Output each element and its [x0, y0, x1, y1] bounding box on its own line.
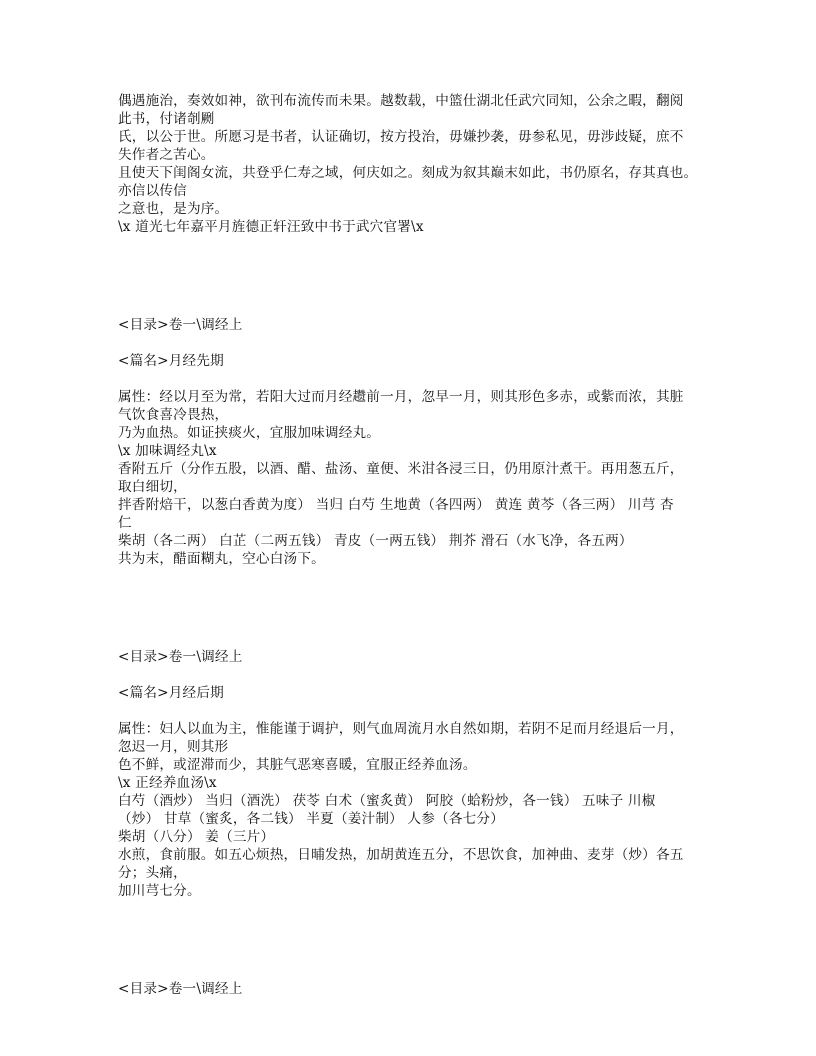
text-line: 此书，付诸剞劂	[118, 111, 215, 127]
text-line: 且使天下闺阁女流，共登乎仁寿之域，何庆如之。刻成为叙其巅末如此，书仍原名，存其真也。	[118, 165, 698, 181]
text-line: 共为末，醋面糊丸，空心白汤下。	[118, 551, 325, 567]
catalog-heading: <目录>卷一\调经上	[118, 317, 243, 333]
spacer	[118, 900, 718, 980]
text-line: 失作者之苦心。	[118, 147, 215, 163]
text-line: 加川芎七分。	[118, 883, 201, 899]
preface-block	[118, 92, 718, 236]
text-line: 水煎，食前服。如五心烦热，日晡发热，加胡黄连五分，不思饮食，加神曲、麦芽（炒）各五	[118, 847, 684, 863]
text-line: 白芍（酒炒） 当归（酒洗） 茯苓 白术（蜜炙黄） 阿胶（蛤粉炒，各一钱） 五味子 川椒	[118, 793, 656, 809]
text-line: 之意也，是为序。	[118, 201, 229, 217]
text-line: 色不鲜，或涩滞而少，其脏气恶寒喜暖，宜服正经养血汤。	[118, 757, 477, 773]
section-yuejing-xianqi	[118, 316, 718, 568]
text-line: 分；头痛，	[118, 865, 187, 881]
text-line: 属性：妇人以血为主，惟能谨于调护，则气血周流月水自然如期，若阴不足而月经退后一月，	[118, 721, 684, 737]
chapter-title: <篇名>月经先期	[118, 353, 224, 369]
formula-name: \x 加味调经丸\x	[118, 443, 217, 459]
section-yuejing-houqi	[118, 648, 718, 900]
catalog-heading: <目录>卷一\调经上	[118, 981, 243, 997]
catalog-heading: <目录>卷一\调经上	[118, 649, 243, 665]
text-line: （炒） 甘草（蜜炙，各二钱） 半夏（姜汁制） 人参（各七分）	[118, 811, 504, 827]
formula-name: \x 正经养血汤\x	[118, 775, 217, 791]
text-line: 香附五斤（分作五股，以酒、醋、盐汤、童便、米泔各浸三日，仍用原汁煮干。再用葱五斤，	[118, 461, 684, 477]
text-line: 忽迟一月，则其形	[118, 739, 229, 755]
document-page	[118, 92, 718, 998]
text-line: 乃为血热。如证挟痰火，宜服加味调经丸。	[118, 425, 381, 441]
text-line: 气饮食喜冷畏热，	[118, 407, 229, 423]
spacer	[118, 568, 718, 648]
section-next	[118, 980, 718, 998]
spacer	[118, 236, 718, 316]
text-line: 拌香附焙干，以葱白香黄为度） 当归 白芍 生地黄（各四两） 黄连 黄芩（各三两） 川芎 杏	[118, 497, 674, 513]
text-line: 氏，以公于世。所愿习是书者，认证确切，按方投治，毋嫌抄袭，毋参私见，毋涉歧疑，庶不	[118, 129, 684, 145]
text-line: 属性：经以月至为常，若阳大过而月经趱前一月，忽早一月，则其形色多赤，或紫而浓，其脏	[118, 389, 684, 405]
text-line: 取白细切，	[118, 479, 187, 495]
text-line: 柴胡（各二两） 白芷（二两五钱） 青皮（一两五钱） 荆芥 滑石（水飞净，各五两）	[118, 533, 633, 549]
text-line: 柴胡（八分） 姜（三片）	[118, 829, 275, 845]
text-line: \x 道光七年嘉平月旌德正轩汪致中书于武穴官署\x	[118, 219, 424, 235]
text-line: 亦信以传信	[118, 183, 187, 199]
text-line: 仁	[118, 515, 132, 531]
text-line: 偶遇施治，奏效如神，欲刊布流传而未果。越数载，中篮仕湖北任武穴同知，公余之暇，翻阅	[118, 93, 684, 109]
chapter-title: <篇名>月经后期	[118, 685, 224, 701]
